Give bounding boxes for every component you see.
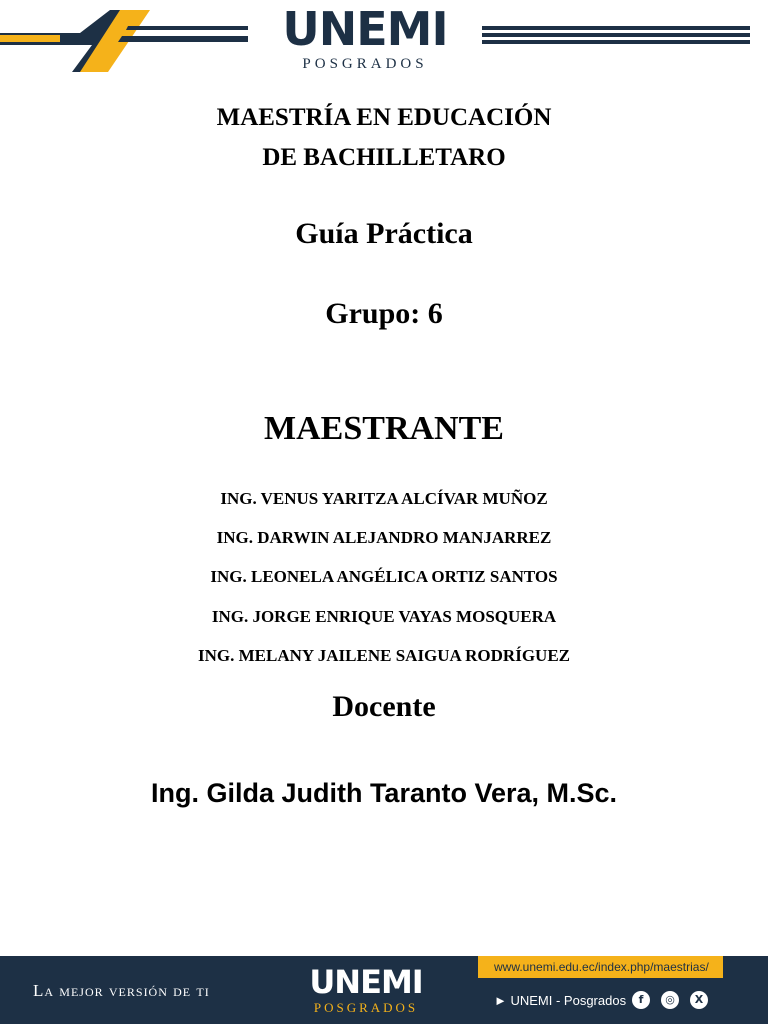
student-name: ING. VENUS YARITZA ALCÍVAR MUÑOZ	[220, 489, 548, 508]
social-label: ► UNEMI - Posgrados	[494, 993, 627, 1008]
student-name: ING. JORGE ENRIQUE VAYAS MOSQUERA	[211, 607, 557, 626]
x-icon[interactable]: X	[690, 991, 708, 1009]
unemi-logo-subtitle: POSGRADOS	[302, 56, 428, 72]
document-type: Guía Práctica	[295, 217, 473, 250]
teacher-name: Ing. Gilda Judith Taranto Vera, M.Sc.	[150, 778, 618, 808]
students-heading: MAESTRANTE	[264, 410, 504, 447]
footer-logo-subtitle: POSGRADOS	[313, 1000, 419, 1015]
website-link[interactable]: www.unemi.edu.ec/index.php/maestrias/	[494, 960, 709, 974]
student-name: ING. LEONELA ANGÉLICA ORTIZ SANTOS	[210, 567, 558, 586]
footer-slogan: La mejor versión de ti	[33, 981, 210, 1000]
unemi-logo: UNEMI	[282, 2, 448, 56]
facebook-icon[interactable]: f	[632, 991, 650, 1009]
instagram-icon[interactable]: ◎	[661, 991, 679, 1009]
student-name: ING. DARWIN ALEJANDRO MANJARREZ	[216, 528, 552, 547]
program-title-line2: DE BACHILLETARO	[262, 144, 506, 171]
teacher-heading: Docente	[332, 690, 436, 723]
page-header	[0, 0, 768, 80]
group-number: Grupo: 6	[325, 297, 443, 330]
program-title-line1: MAESTRÍA EN EDUCACIÓN	[216, 104, 552, 131]
student-name: ING. MELANY JAILENE SAIGUA RODRÍGUEZ	[197, 646, 570, 665]
page-footer	[0, 956, 768, 1024]
footer-unemi-logo: UNEMI	[309, 963, 423, 1001]
